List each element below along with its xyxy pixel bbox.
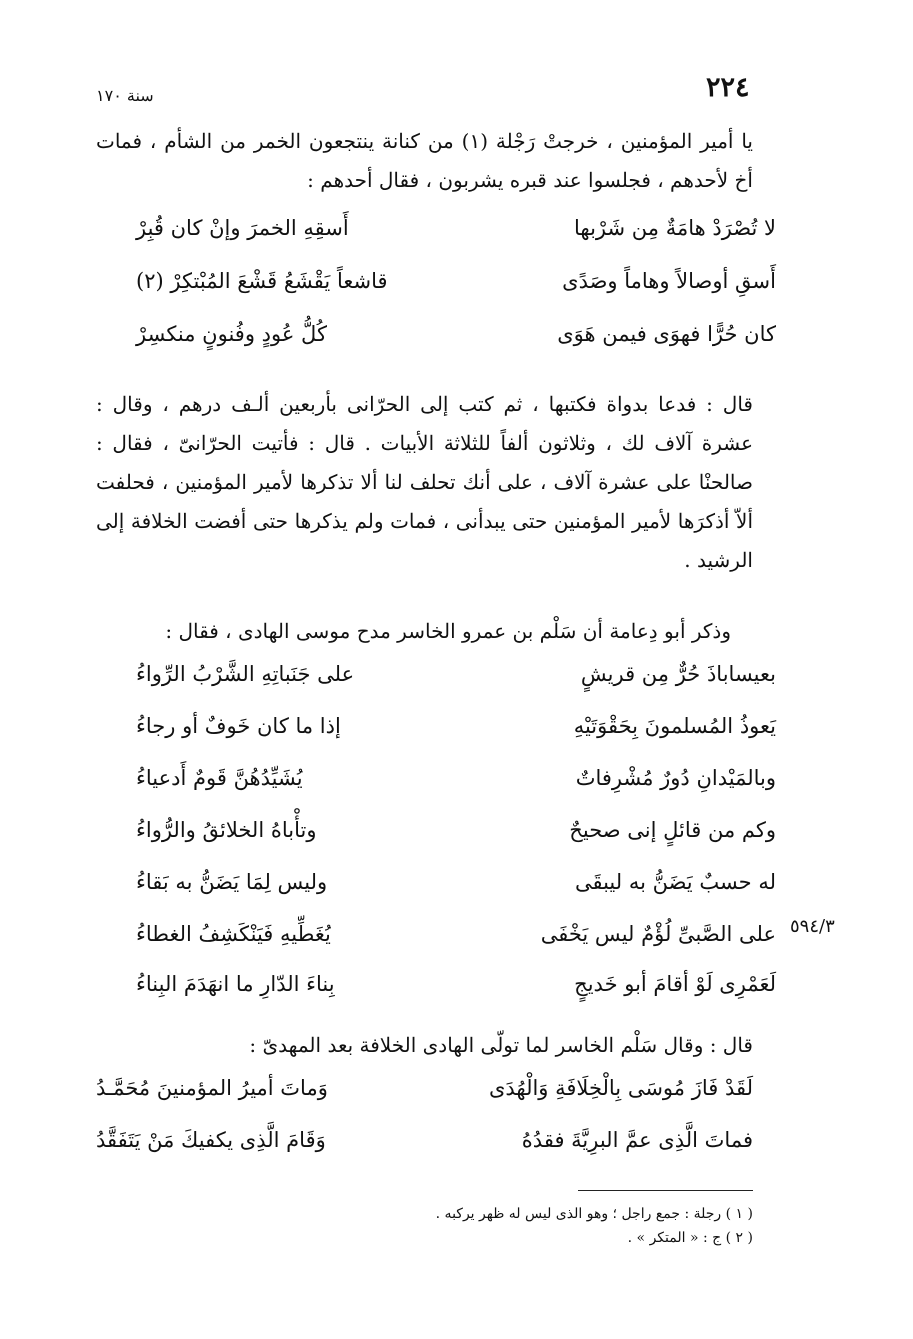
page-number: ٢٢٤ (706, 72, 750, 103)
margin-reference: ٥٩٤/٣ (790, 916, 835, 937)
verse-hemistich-second: وَقَامَ الَّذِى يكفيكَ مَنْ يَتَفَقَّدُ (96, 1128, 326, 1152)
verse-line (96, 1128, 753, 1172)
verse-hemistich-first: لَعَمْرِى لَوْ أقامَ أبو خَديجٍ (574, 972, 776, 996)
paragraph: قال : وقال سَلْم الخاسر لما تولّى الهادى الخلافة بعد المهدىّ : (249, 1033, 753, 1057)
paragraph: يا أمير المؤمنين ، خرجتْ رَجْلة (١) من كنانة ينتجعون الخمر من الشأم ، فمات أخ لأحدهم ، فجلسوا عند قبره يشربون ، فقال أحدهم : (96, 129, 753, 192)
verse-hemistich-second: كُلُّ عُودٍ وفُنونٍ منكسِرْ (136, 322, 327, 346)
verse-hemistich-second: وليس لِمَا يَضَنُّ به بَقاءُ (136, 870, 328, 894)
verse-hemistich-second: قاشعاً يَقْشَعُ قَشْعَ المُبْتكِرْ (٢) (136, 269, 388, 293)
verse-hemistich-first: يَعوذُ المُسلمونَ بِحَقْوَتَيْهِ (573, 714, 776, 738)
verse-line (96, 766, 776, 810)
footnote: ( ٢ ) ج : « المتكر » . (627, 1230, 753, 1246)
paragraph: وذكر أبو دِعامة أن سَلْم بن عمرو الخاسر مدح موسى الهادى ، فقال : (165, 619, 731, 643)
verse-hemistich-second: يُشَيِّدُهُنَّ قَومٌ أَدعياءُ (136, 766, 303, 790)
verse-hemistich-second: بِناءَ الدّارِ ما انهَدَمَ البِناءُ (136, 972, 335, 996)
verse-line (96, 818, 776, 862)
running-header-year: سنة ١٧٠ (96, 86, 154, 105)
verse-line (96, 922, 776, 966)
verse-hemistich-first: كان حُرًّا فهوَى فيمن هَوَى (557, 322, 776, 346)
verse-hemistich-first: بعيساباذَ حُرٌّ مِن قريشٍ (580, 662, 776, 686)
verse-line (96, 972, 776, 1016)
verse-line (96, 870, 776, 914)
verse-hemistich-first: على الصَّبىِّ لُؤْمٌ ليس يَخْفَى (540, 922, 776, 946)
verse-hemistich-first: لَقَدْ فَازَ مُوسَى بِالْخِلَافَةِ وَالْهُدَى (488, 1076, 753, 1100)
footnote-divider (578, 1190, 753, 1191)
verse-line (96, 216, 776, 260)
verse-hemistich-first: أَسقِ أوصالاً وهاماً وصَدًى (562, 269, 776, 293)
verse-hemistich-first: وكم من قائلٍ إنى صحيحٌ (569, 818, 776, 842)
verse-line (96, 714, 776, 758)
paragraph: قال : فدعا بدواة فكتبها ، ثم كتب إلى الحرّانى بأربعين ألـف درهم ، وقال : عشرة آلاف لك ، وثلاثون ألفاً للثلاثة الأبيات . قال : فأتيت الحرّانىّ ، فقال : صالحنْا على عشرة آلاف ، على أنك تحلف لنا ألا تذكرها لأمير المؤمنين ، فحلفت ألاّ أذكرَها لأمير المؤمنين حتى يبدأنى ، فمات ولم يذكرها حتى أفضت الخلافة إلى الرشيد . (96, 392, 754, 572)
verse-hemistich-second: يُغَطِّيهِ فَيَنْكَشِفُ الغطاءُ (136, 922, 331, 946)
verse-hemistich-second: وتأْباهُ الخلائقُ والرُّواءُ (136, 818, 317, 842)
verse-hemistich-second: أَسقِهِ الخمرَ وإنْ كان قُبِرْ (136, 216, 349, 240)
verse-hemistich-first: فماتَ الَّذِى عمَّ البرِيَّةَ فقدُهُ (521, 1128, 753, 1152)
verse-hemistich-second: إذا ما كان خَوفٌ أو رجاءُ (136, 714, 341, 738)
verse-hemistich-first: وبالمَيْدانِ دُورٌ مُشْرِفاتٌ (575, 766, 776, 790)
verse-hemistich-second: وَماتَ أميرُ المؤمنينَ مُحَمَّـدُ (96, 1076, 328, 1100)
verse-hemistich-first: له حسبٌ يَضَنُّ به ليبقَى (574, 870, 776, 894)
verse-hemistich-first: لا تُصْرَدْ هامَةٌ مِن شَرْبها (574, 216, 776, 240)
verse-hemistich-second: على جَنَباتِهِ الشَّرْبُ الرِّواءُ (136, 662, 355, 686)
verse-line (96, 322, 776, 366)
footnote: ( ١ ) رجلة : جمع راجل ؛ وهو الذى ليس له ظهر يركبه . (435, 1206, 753, 1222)
verse-line (96, 1076, 753, 1120)
verse-line (96, 662, 776, 706)
verse-line (96, 269, 776, 313)
